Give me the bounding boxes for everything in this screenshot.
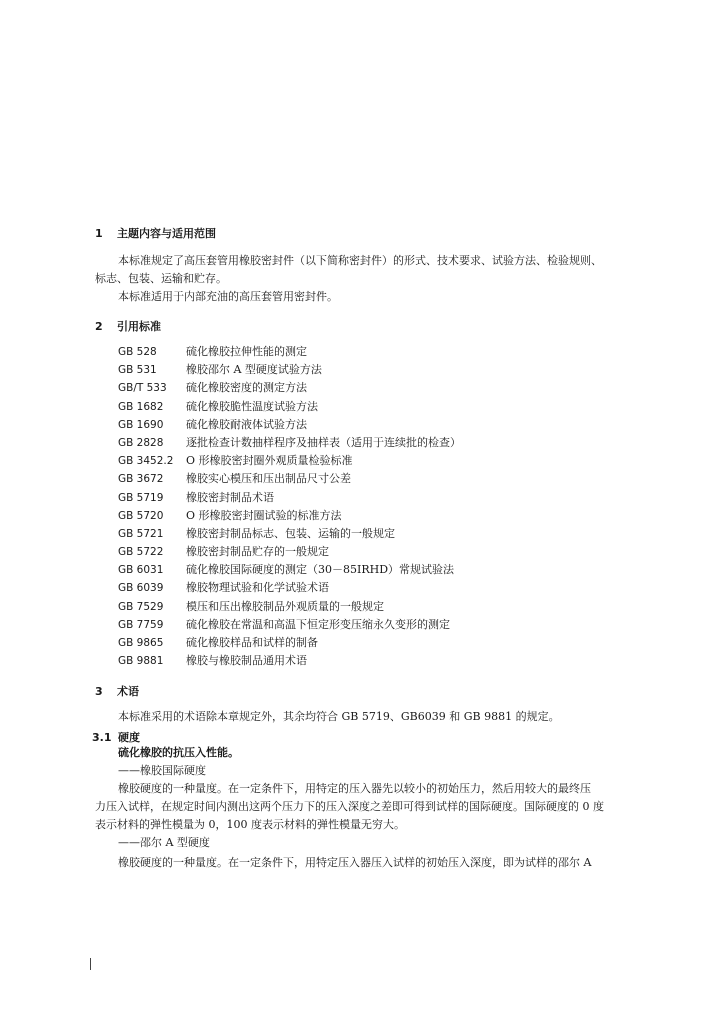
term-2-line-1: 橡胶硬度的一种量度。在一定条件下，用特定压入器压入试样的初始压入深度，即为试样的邵尔 A xyxy=(118,856,592,869)
section-2-title: 引用标准 xyxy=(117,320,161,333)
section-3-title: 术语 xyxy=(117,685,139,698)
reference-title: 硫化橡胶国际硬度的测定（30－85IRHD）常规试验法 xyxy=(186,563,455,577)
reference-code: GB 7759 xyxy=(118,618,164,631)
reference-code: GB 6039 xyxy=(118,582,164,595)
reference-code: GB 6031 xyxy=(118,564,164,577)
reference-code: GB 5720 xyxy=(118,509,164,522)
reference-code: GB 3672 xyxy=(118,473,164,486)
reference-item xyxy=(118,598,461,616)
reference-title: 硫化橡胶拉伸性能的测定 xyxy=(186,345,307,358)
subsection-3-1-number: 3.1 xyxy=(92,731,112,744)
reference-title: 橡胶实心模压和压出制品尺寸公差 xyxy=(186,472,351,486)
subsection-3-1-heading xyxy=(92,729,140,745)
reference-item xyxy=(118,452,461,470)
margin-mark xyxy=(90,958,91,970)
reference-item xyxy=(118,398,461,416)
section-1-heading xyxy=(95,225,216,241)
term-1-line-1: 橡胶硬度的一种量度。在一定条件下，用特定的压入器先以较小的初始压力，然后用较大的最终压 xyxy=(118,782,591,795)
reference-code: GB 1682 xyxy=(118,400,164,413)
reference-item xyxy=(118,470,461,488)
reference-item xyxy=(118,489,461,507)
reference-item xyxy=(118,434,461,452)
reference-title: 硫化橡胶耐液体试验方法 xyxy=(186,417,307,431)
reference-title: 橡胶密封制品术语 xyxy=(186,490,274,504)
reference-item xyxy=(118,343,461,361)
reference-title: 模压和压出橡胶制品外观质量的一般规定 xyxy=(186,599,384,613)
reference-code: GB 7529 xyxy=(118,600,164,613)
reference-title: 橡胶密封制品贮存的一般规定 xyxy=(186,545,329,559)
reference-item xyxy=(118,361,461,379)
section-3-intro: 本标准采用的术语除本章规定外，其余均符合 GB 5719、GB6039 和 GB 9881 的规定。 xyxy=(118,710,560,723)
reference-title: O 形橡胶密封圈试验的标准方法 xyxy=(186,508,342,522)
reference-item xyxy=(118,525,461,543)
section-1-para-2: 本标准适用于内部充油的高压套管用密封件。 xyxy=(118,290,338,303)
reference-item xyxy=(118,652,461,670)
reference-code: GB 5721 xyxy=(118,527,164,540)
section-2-heading xyxy=(95,318,161,334)
reference-item xyxy=(118,634,461,652)
subsection-3-1-title: 硬度 xyxy=(118,731,140,744)
reference-item xyxy=(118,507,461,525)
section-1-title: 主题内容与适用范围 xyxy=(117,227,216,240)
reference-title: 橡胶邵尔 A 型硬度试验方法 xyxy=(186,363,322,377)
section-2-number: 2 xyxy=(95,320,103,333)
reference-item xyxy=(118,379,461,397)
term-1-label: ——橡胶国际硬度 xyxy=(118,764,206,777)
reference-list xyxy=(118,343,461,670)
section-1-para-1-line-2: 标志、包装、运输和贮存。 xyxy=(95,272,227,285)
section-1-number: 1 xyxy=(95,227,103,240)
section-3-number: 3 xyxy=(95,685,103,698)
reference-code: GB 5722 xyxy=(118,546,164,559)
reference-item xyxy=(118,543,461,561)
reference-code: GB 2828 xyxy=(118,436,164,449)
reference-code: GB 528 xyxy=(118,346,157,358)
reference-code: GB 531 xyxy=(118,364,157,377)
hardness-definition: 硫化橡胶的抗压入性能。 xyxy=(118,746,239,759)
term-1-line-3: 表示材料的弹性模量为 0，100 度表示材料的弹性模量无穷大。 xyxy=(95,818,405,831)
reference-code: GB 1690 xyxy=(118,418,164,431)
reference-title: 硫化橡胶样品和试样的制备 xyxy=(186,636,318,649)
section-1-para-1-line-1: 本标准规定了高压套管用橡胶密封件（以下简称密封件）的形式、技术要求、试验方法、检验规则、 xyxy=(118,254,602,267)
reference-title: 橡胶物理试验和化学试验术语 xyxy=(186,581,329,595)
reference-item xyxy=(118,561,461,579)
term-2-label: ——邵尔 A 型硬度 xyxy=(118,836,210,849)
reference-title: 橡胶密封制品标志、包装、运输的一般规定 xyxy=(186,526,395,540)
reference-title: 橡胶与橡胶制品通用术语 xyxy=(186,654,307,668)
term-1-line-2: 力压入试样，在规定时间内测出这两个压力下的压入深度之差即可得到试样的国际硬度。国际硬度的 0 度 xyxy=(95,800,604,813)
reference-title: 逐批检查计数抽样程序及抽样表（适用于连续批的检查） xyxy=(186,435,461,449)
reference-title: 硫化橡胶在常温和高温下恒定形变压缩永久变形的测定 xyxy=(186,617,450,631)
reference-code: GB 3452.2 xyxy=(118,455,174,468)
reference-item xyxy=(118,579,461,597)
reference-title: 硫化橡胶密度的测定方法 xyxy=(186,381,307,395)
reference-code: GB 9865 xyxy=(118,637,164,649)
reference-code: GB 9881 xyxy=(118,655,164,668)
reference-code: GB 5719 xyxy=(118,491,164,504)
reference-title: O 形橡胶密封圈外观质量检验标准 xyxy=(186,454,353,468)
reference-item xyxy=(118,616,461,634)
reference-item xyxy=(118,416,461,434)
reference-code: GB/T 533 xyxy=(118,382,167,395)
section-3-heading xyxy=(95,683,139,699)
reference-title: 硫化橡胶脆性温度试验方法 xyxy=(186,399,318,413)
